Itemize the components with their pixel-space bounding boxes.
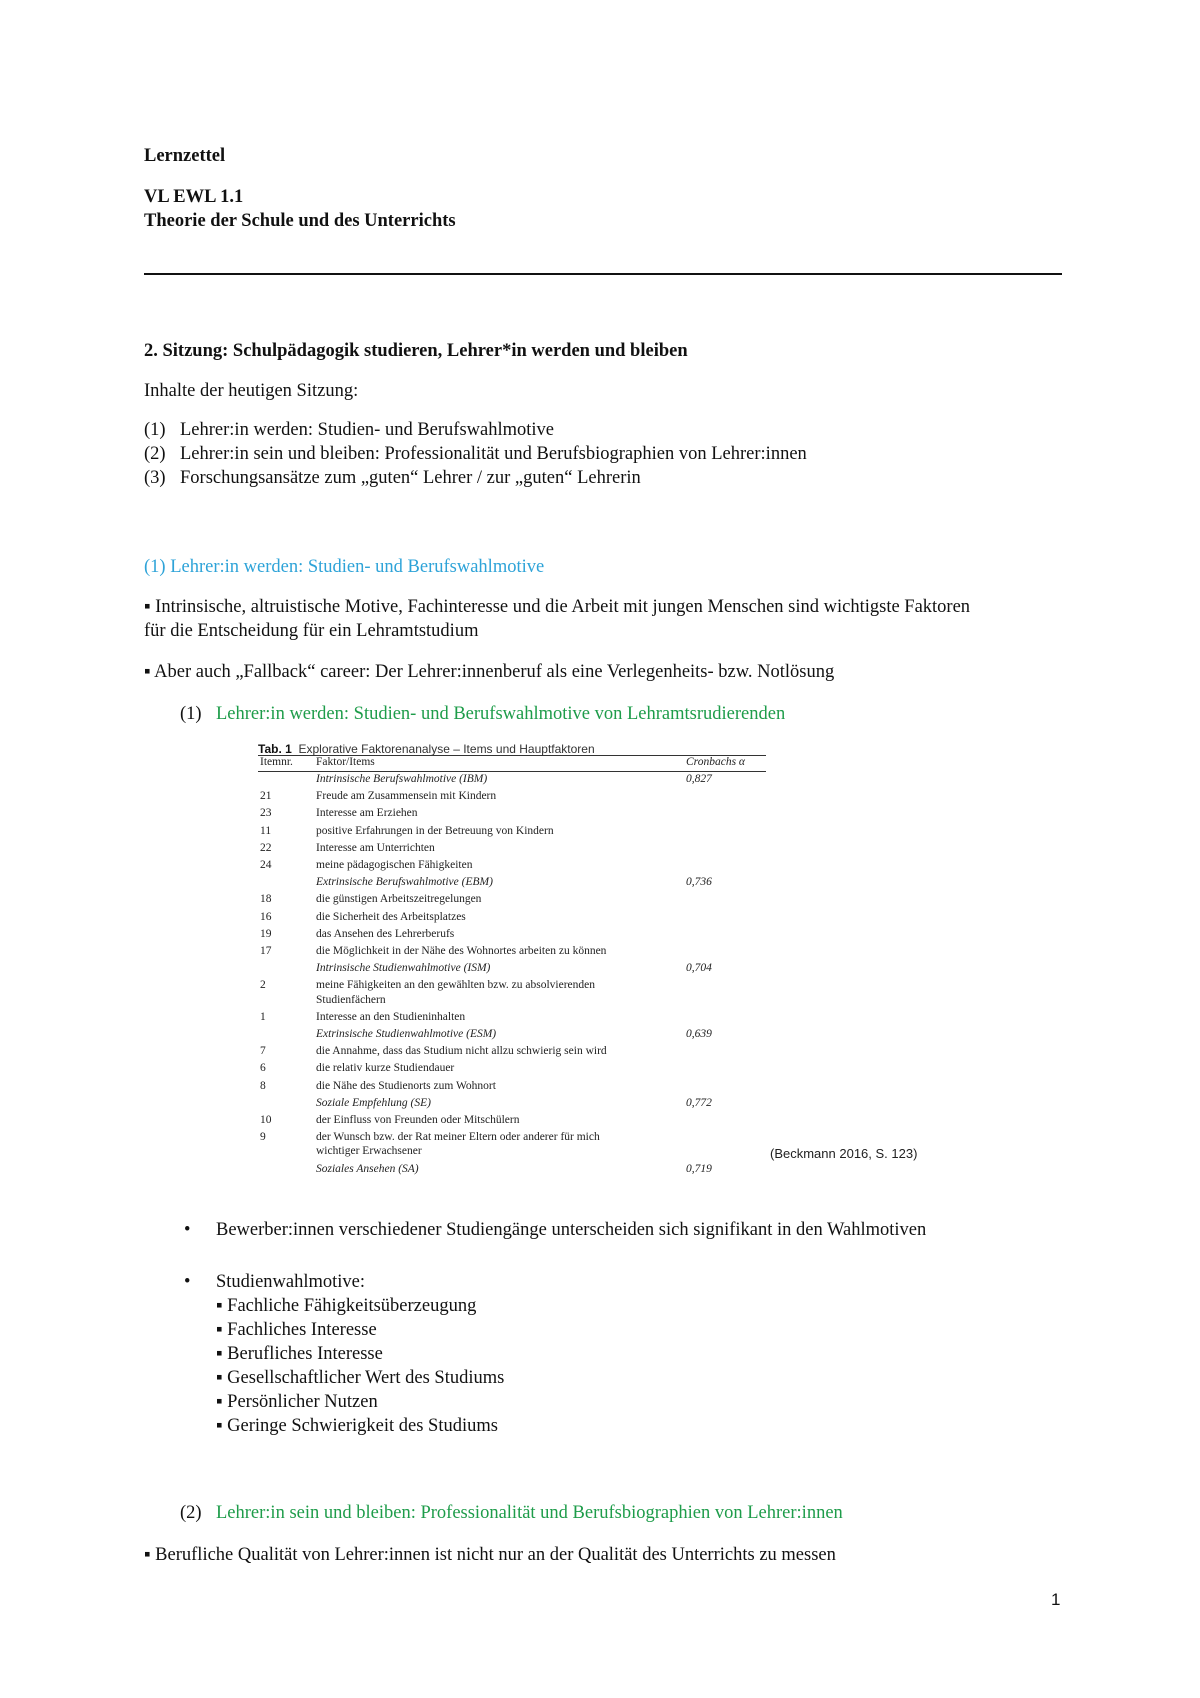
course-title: Theorie der Schule und des Unterrichts <box>144 211 456 231</box>
table-cell-item: Extrinsische Berufswahlmotive (EBM) <box>316 876 493 889</box>
section2-num: (2) <box>180 1503 202 1523</box>
list-item-text: Bewerber:innen verschiedener Studiengänge unterscheiden sich signifikant in den Wahlmotiven <box>216 1220 927 1240</box>
table-cell-item: der Einfluss von Freunden oder Mitschülern <box>316 1114 520 1126</box>
table-cell-alpha: 0,704 <box>686 962 712 975</box>
table-cell-itemnr: 9 <box>260 1131 266 1144</box>
table-row <box>258 945 766 960</box>
table-cell-item: Soziales Ansehen (SA) <box>316 1162 419 1175</box>
motive-item: ▪ Persönlicher Nutzen <box>216 1392 378 1412</box>
table-cell-itemnr: 11 <box>260 824 272 837</box>
table-row <box>258 790 766 805</box>
section1-para1-line2: für die Entscheidung für ein Lehramtstudium <box>144 621 479 641</box>
table-cell-itemnr: 18 <box>260 893 272 906</box>
table-header-rule <box>258 771 766 772</box>
table-row <box>258 1080 766 1095</box>
section1-heading: (1) Lehrer:in werden: Studien- und Berufswahlmotive <box>144 557 545 577</box>
table-caption-label: Tab. 1 <box>258 742 292 756</box>
table-row <box>258 807 766 822</box>
section2-heading <box>180 1501 843 1525</box>
table-factor-row <box>258 962 766 977</box>
table-cell-itemnr: 16 <box>260 910 272 923</box>
table-cell-item: Interesse an den Studieninhalten <box>316 1010 466 1023</box>
table-cell-alpha: 0,639 <box>686 1028 712 1040</box>
table-header-cell: Faktor/Items <box>316 756 375 768</box>
motive-item: ▪ Fachliche Fähigkeitsüberzeugung <box>216 1296 477 1316</box>
section1-para2: ▪ Aber auch „Fallback“ career: Der Lehrer:innenberuf als eine Verlegenheits- bzw. Notlösung <box>144 662 835 682</box>
subheading-num: (1) <box>180 704 202 724</box>
header-divider <box>144 273 1062 275</box>
table-row <box>258 1045 766 1060</box>
table-row <box>258 1062 766 1077</box>
table-row <box>258 911 766 926</box>
table-cell-item: das Ansehen des Lehrerberufs <box>316 927 455 940</box>
table-row <box>258 825 766 840</box>
table-factor-row <box>258 1028 766 1043</box>
table-cell-itemnr: 10 <box>260 1114 272 1126</box>
contents-item-text: Lehrer:in werden: Studien- und Berufswahlmotive <box>180 420 555 440</box>
contents-item-text: Forschungsansätze zum „guten“ Lehrer / zur „guten“ Lehrerin <box>180 468 641 488</box>
doc-type-label: Lernzettel <box>144 146 226 166</box>
table-row <box>258 1131 766 1146</box>
contents-item-num: (1) <box>144 420 166 440</box>
motive-item: ▪ Geringe Schwierigkeit des Studiums <box>216 1416 498 1436</box>
table-cell-item: Studienfächern <box>316 993 386 1006</box>
findings-list <box>180 1218 926 1242</box>
table-cell-itemnr: 17 <box>260 945 272 957</box>
table-cell-itemnr: 8 <box>260 1079 266 1092</box>
session-intro: Inhalte der heutigen Sitzung: <box>144 381 359 401</box>
table-factor-row <box>258 773 766 788</box>
table-cell-itemnr: 21 <box>260 790 272 803</box>
table-row-continuation <box>258 1145 766 1160</box>
page-number: 1 <box>1051 1590 1061 1609</box>
session-title: 2. Sitzung: Schulpädagogik studieren, Lehrer*in werden und bleiben <box>144 341 688 361</box>
table-cell-item: Interesse am Erziehen <box>316 807 418 820</box>
table-cell-itemnr: 22 <box>260 841 272 854</box>
table-cell-item: wichtiger Erwachsener <box>316 1145 422 1158</box>
table-cell-item: Extrinsische Studienwahlmotive (ESM) <box>316 1028 497 1040</box>
motives-block <box>180 1270 504 1438</box>
bullet-dot: • <box>184 1220 191 1240</box>
table-caption-text: Explorative Faktorenanalyse – Items und Hauptfaktoren <box>298 742 595 756</box>
contents-item <box>144 442 807 466</box>
table-cell-itemnr: 24 <box>260 859 272 871</box>
table-cell-itemnr: 19 <box>260 927 272 940</box>
table-factor-row <box>258 1097 766 1112</box>
table-cell-itemnr: 6 <box>260 1062 266 1075</box>
section1-para1-line1: ▪ Intrinsische, altruistische Motive, Fachinteresse und die Arbeit mit jungen Menschen sind wichtigste Faktoren <box>144 597 971 617</box>
table-cell-item: die Möglichkeit in der Nähe des Wohnortes arbeiten zu können <box>316 945 607 957</box>
table-cell-item: die Annahme, dass das Studium nicht allzu schwierig sein wird <box>316 1045 607 1058</box>
table-factor-row <box>258 1163 766 1178</box>
table-header-row <box>258 756 766 770</box>
section1-subheading <box>180 702 785 726</box>
table-cell-item: der Wunsch bzw. der Rat meiner Eltern oder anderer für mich <box>316 1131 600 1144</box>
motive-item: ▪ Gesellschaftlicher Wert des Studiums <box>216 1368 505 1388</box>
contents-list <box>144 418 807 490</box>
contents-item <box>144 466 807 490</box>
bullet-dot: • <box>184 1272 191 1292</box>
table-row <box>258 893 766 908</box>
table-cell-item: Freude am Zusammensein mit Kindern <box>316 790 497 803</box>
table-cell-itemnr: 23 <box>260 807 272 820</box>
table-row <box>258 928 766 943</box>
table-header-cell: Cronbachs α <box>686 756 745 768</box>
table-cell-alpha: 0,827 <box>686 773 712 785</box>
table-cell-itemnr: 2 <box>260 979 266 992</box>
table-caption <box>258 742 595 756</box>
table-cell-item: meine pädagogischen Fähigkeiten <box>316 859 473 871</box>
table-cell-item: die Sicherheit des Arbeitsplatzes <box>316 910 466 923</box>
factor-table <box>258 742 958 1200</box>
motive-item: ▪ Fachliches Interesse <box>216 1320 377 1340</box>
table-cell-item: Soziale Empfehlung (SE) <box>316 1096 431 1109</box>
section2-para: ▪ Berufliche Qualität von Lehrer:innen ist nicht nur an der Qualität des Unterrichts zu messen <box>144 1545 836 1565</box>
table-row-continuation <box>258 994 766 1009</box>
table-cell-item: Intrinsische Berufswahlmotive (IBM) <box>316 773 488 785</box>
table-cell-itemnr: 7 <box>260 1045 266 1058</box>
table-citation: (Beckmann 2016, S. 123) <box>770 1146 918 1161</box>
table-row <box>258 1011 766 1026</box>
contents-item <box>144 418 807 442</box>
table-row <box>258 979 766 994</box>
motives-heading: Studienwahlmotive: <box>216 1272 366 1292</box>
table-row <box>258 859 766 874</box>
table-row <box>258 1114 766 1129</box>
table-cell-item: Intrinsische Studienwahlmotive (ISM) <box>316 962 491 975</box>
table-header-cell: Itemnr. <box>260 756 293 768</box>
table-cell-itemnr: 1 <box>260 1010 266 1023</box>
table-cell-alpha: 0,736 <box>686 876 712 889</box>
table-cell-alpha: 0,719 <box>686 1162 712 1175</box>
subheading-text: Lehrer:in werden: Studien- und Berufswahlmotive von Lehramtsrudierenden <box>216 704 786 724</box>
table-cell-item: die günstigen Arbeitszeitregelungen <box>316 893 482 906</box>
table-cell-item: die relativ kurze Studiendauer <box>316 1062 455 1075</box>
list-item <box>180 1218 926 1242</box>
table-cell-item: die Nähe des Studienorts zum Wohnort <box>316 1079 496 1092</box>
contents-item-num: (3) <box>144 468 166 488</box>
contents-item-text: Lehrer:in sein und bleiben: Professionalität und Berufsbiographien von Lehrer:innen <box>180 444 807 464</box>
table-cell-item: positive Erfahrungen in der Betreuung von Kindern <box>316 824 554 837</box>
table-cell-item: Interesse am Unterrichten <box>316 841 435 854</box>
table-row <box>258 842 766 857</box>
table-cell-alpha: 0,772 <box>686 1096 712 1109</box>
table-factor-row <box>258 876 766 891</box>
table-cell-item: meine Fähigkeiten an den gewählten bzw. zu absolvierenden <box>316 979 595 992</box>
course-code: VL EWL 1.1 <box>144 187 244 207</box>
motive-item: ▪ Berufliches Interesse <box>216 1344 383 1364</box>
contents-item-num: (2) <box>144 444 166 464</box>
section2-heading-text: Lehrer:in sein und bleiben: Professionalität und Berufsbiographien von Lehrer:innen <box>216 1503 843 1523</box>
